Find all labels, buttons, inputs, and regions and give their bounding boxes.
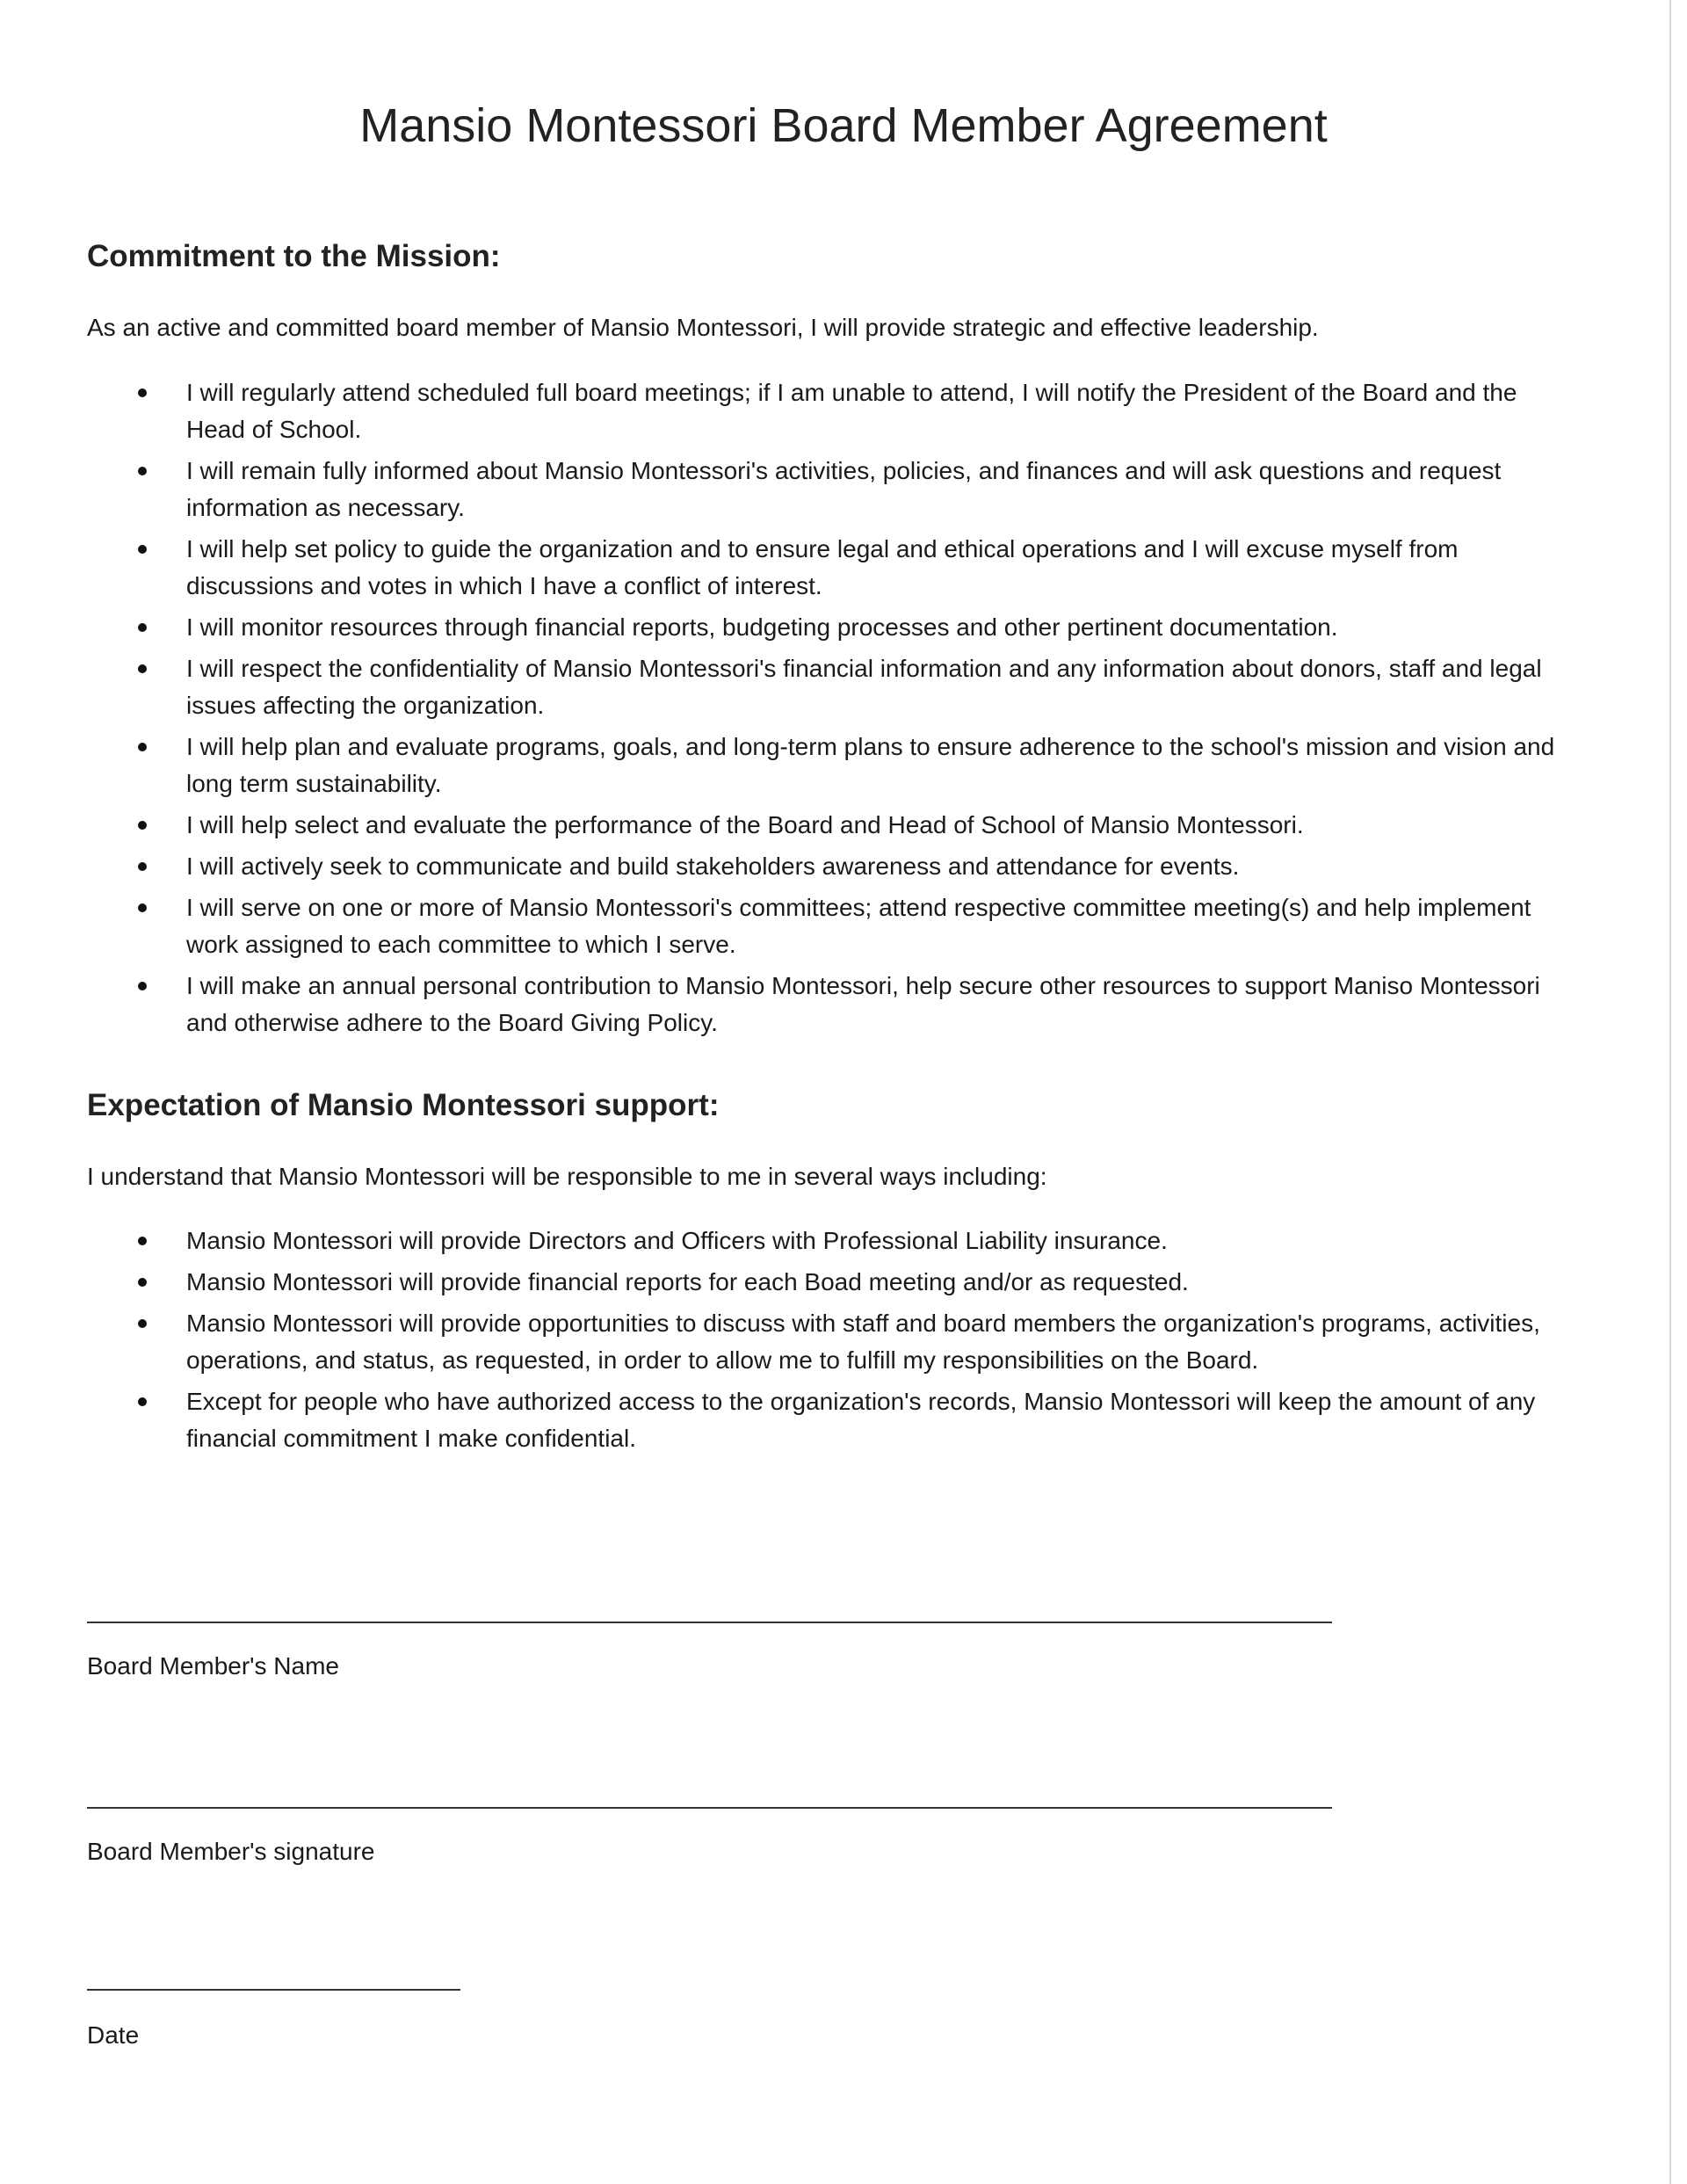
bullet-icon: [138, 821, 147, 830]
bullet-icon: [138, 664, 147, 673]
list-item: [87, 1223, 1572, 1259]
list-item-text: I will help set policy to guide the organization and to ensure legal and ethical operations and I will excuse myself from discussions and votes in which I have a conflict of interest.: [186, 535, 1459, 599]
list-item-text: I will actively seek to communicate and build stakeholders awareness and attendance for events.: [186, 853, 1240, 880]
list-item: [87, 889, 1572, 963]
list-item: [87, 1305, 1572, 1379]
support-intro: I understand that Mansio Montessori will be responsible to me in several ways including:: [87, 1163, 1047, 1190]
bullet-icon: [138, 1319, 147, 1328]
list-item: [87, 531, 1572, 605]
list-item-text: I will serve on one or more of Mansio Montessori's committees; attend respective committee meeting(s) and help implement work assigned to each committee to which I serve.: [186, 894, 1531, 958]
list-item-text: I will make an annual personal contribution to Mansio Montessori, help secure other resources to support Maniso Montessori and otherwise adhere to the Board Giving Policy.: [186, 972, 1540, 1036]
date-label: Date: [87, 2021, 140, 2049]
bullet-icon: [138, 388, 147, 397]
support-heading: Expectation of Mansio Montessori support:: [87, 1088, 720, 1122]
list-item-text: I will help select and evaluate the performance of the Board and Head of School of Mansio Montessori.: [186, 811, 1304, 838]
list-item-text: I will regularly attend scheduled full board meetings; if I am unable to attend, I will notify the President of the Board and the Head of School.: [186, 379, 1517, 443]
list-item: [87, 807, 1572, 844]
list-item: [87, 374, 1572, 448]
bullet-icon: [138, 1237, 147, 1245]
list-item-text: Mansio Montessori will provide opportunities to discuss with staff and board members the organization's programs, activities, operations, and status, as requested, in order to allow me to fulfill my responsibilities on the Board.: [186, 1310, 1540, 1374]
bullet-icon: [138, 1278, 147, 1287]
list-item: [87, 453, 1572, 526]
bullet-icon: [138, 903, 147, 912]
list-item: [87, 650, 1572, 724]
commitment-intro: As an active and committed board member of Mansio Montessori, I will provide strategic and effective leadership.: [87, 314, 1319, 341]
document-title: Mansio Montessori Board Member Agreement: [359, 99, 1328, 152]
list-item-text: Mansio Montessori will provide financial reports for each Boad meeting and/or as requested.: [186, 1268, 1189, 1295]
list-item-text: I will help plan and evaluate programs, goals, and long-term plans to ensure adherence to the school's mission and vision and long term sustainability.: [186, 733, 1555, 797]
bullet-icon: [138, 545, 147, 554]
list-item-text: I will respect the confidentiality of Mansio Montessori's financial information and any information about donors, staff and legal issues affecting the organization.: [186, 655, 1542, 719]
bullet-icon: [138, 623, 147, 632]
commitment-list: [87, 374, 1572, 1046]
list-item-text: Mansio Montessori will provide Directors and Officers with Professional Liability insurance.: [186, 1227, 1168, 1254]
scan-edge: [1669, 0, 1671, 2184]
list-item-text: I will remain fully informed about Mansio Montessori's activities, policies, and finances and will ask questions and request information as necessary.: [186, 457, 1502, 521]
name-line[interactable]: [87, 1622, 1332, 1623]
signature-line[interactable]: [87, 1807, 1332, 1809]
bullet-icon: [138, 862, 147, 871]
list-item-text: Except for people who have authorized access to the organization's records, Mansio Montessori will keep the amount of any financial commitment I make confidential.: [186, 1388, 1536, 1452]
signature-label: Board Member's signature: [87, 1838, 375, 1865]
commitment-heading: Commitment to the Mission:: [87, 239, 501, 273]
name-label: Board Member's Name: [87, 1652, 339, 1680]
list-item: [87, 609, 1572, 646]
list-item: [87, 1264, 1572, 1301]
list-item: [87, 968, 1572, 1041]
bullet-icon: [138, 982, 147, 990]
bullet-icon: [138, 467, 147, 475]
list-item-text: I will monitor resources through financial reports, budgeting processes and other pertinent documentation.: [186, 613, 1338, 641]
list-item: [87, 848, 1572, 885]
bullet-icon: [138, 1397, 147, 1406]
list-item: [87, 729, 1572, 802]
support-list: [87, 1223, 1572, 1462]
bullet-icon: [138, 743, 147, 751]
date-line[interactable]: [87, 1989, 460, 1991]
list-item: [87, 1383, 1572, 1457]
